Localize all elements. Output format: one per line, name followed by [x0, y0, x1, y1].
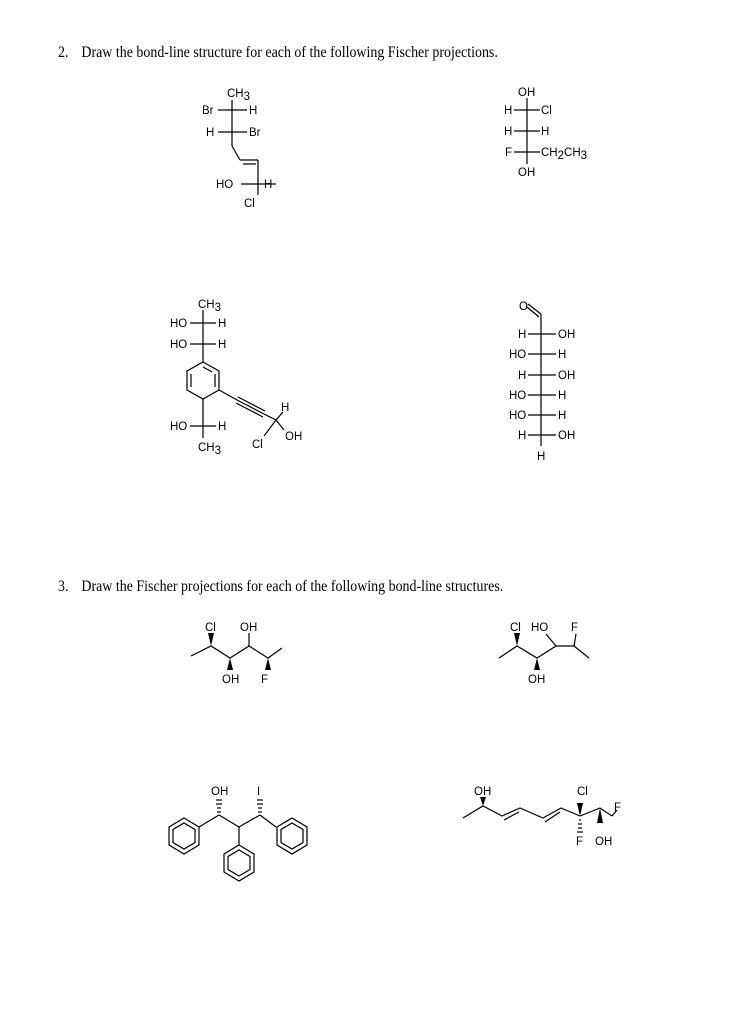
f3-r2-left: HO — [170, 339, 188, 351]
b3-label-2: I — [257, 786, 261, 798]
f4-top: O — [519, 301, 528, 313]
f2-r3-right: CH2CH3 — [541, 147, 588, 162]
f4-row4-right: H — [558, 390, 567, 402]
bondline-structure-2 — [499, 622, 589, 686]
f3-top: CH3 — [198, 299, 222, 314]
b1-label-4: F — [261, 674, 269, 686]
f3-r3-right: H — [218, 421, 227, 433]
f2-r2-right: H — [541, 126, 550, 138]
f3-side-oh: OH — [285, 431, 303, 443]
f4-row4-left: HO — [509, 390, 527, 402]
f1-r2-right: Br — [249, 127, 261, 139]
f2-r2-left: H — [504, 126, 513, 138]
fischer-projection-1 — [202, 88, 276, 210]
fischer-projection-2 — [504, 87, 587, 179]
b3-label-1: OH — [211, 786, 229, 798]
f3-bottom: CH3 — [198, 442, 222, 457]
f4-row6-left: H — [518, 430, 527, 442]
bondline-structure-1 — [191, 622, 282, 686]
question-3-text: Draw the Fischer projections for each of the following bond-line structures. — [81, 578, 504, 595]
f3-side-h: H — [281, 402, 290, 414]
f1-r1-right: H — [249, 105, 258, 117]
f4-row1-left: H — [518, 329, 527, 341]
f2-r3-left: F — [505, 147, 513, 159]
f1-r2-left: H — [206, 127, 215, 139]
f1-r3-right: H — [264, 179, 273, 191]
b4-label-1: OH — [474, 786, 492, 798]
f1-top: CH3 — [227, 88, 251, 103]
f3-r3-left: HO — [170, 421, 188, 433]
f2-r1-right: Cl — [541, 105, 552, 117]
b2-label-2: HO — [531, 622, 549, 634]
f1-bottom: Cl — [244, 198, 255, 210]
f4-row6-right: OH — [558, 430, 576, 442]
f4-row5-left: HO — [509, 410, 527, 422]
f1-r3-left: HO — [216, 179, 234, 191]
f4-row3-left: H — [518, 370, 527, 382]
f4-row1-right: OH — [558, 329, 576, 341]
question-2-number: 2. — [58, 44, 69, 61]
f4-bottom: H — [537, 451, 546, 463]
f2-bottom: OH — [518, 167, 536, 179]
b1-label-3: OH — [222, 674, 240, 686]
b4-label-3: F — [614, 802, 622, 814]
question-2-text: Draw the bond-line structure for each of the following Fischer projections. — [81, 44, 498, 61]
b1-label-1: Cl — [205, 622, 216, 634]
f4-row5-right: H — [558, 410, 567, 422]
bondline-structure-3 — [169, 786, 307, 881]
b2-label-4: OH — [528, 674, 546, 686]
f3-r1-right: H — [218, 318, 227, 330]
f4-row2-left: HO — [509, 349, 527, 361]
b2-label-1: Cl — [510, 622, 521, 634]
f4-row2-right: H — [558, 349, 567, 361]
b4-label-2: Cl — [577, 786, 588, 798]
b2-label-3: F — [571, 622, 579, 634]
bondline-structure-4 — [463, 786, 621, 848]
f4-row3-right: OH — [558, 370, 576, 382]
fischer-projection-3 — [170, 299, 302, 457]
f3-side-cl: Cl — [252, 439, 263, 451]
f3-r1-left: HO — [170, 318, 188, 330]
b4-label-4: F — [576, 836, 584, 848]
fischer-projection-4 — [509, 301, 575, 463]
b1-label-2: OH — [240, 622, 258, 634]
f2-r1-left: H — [504, 105, 513, 117]
b4-label-5: OH — [595, 836, 613, 848]
question-3-number: 3. — [58, 578, 69, 595]
f3-r2-right: H — [218, 339, 227, 351]
f1-r1-left: Br — [202, 105, 214, 117]
f2-top: OH — [518, 87, 536, 99]
